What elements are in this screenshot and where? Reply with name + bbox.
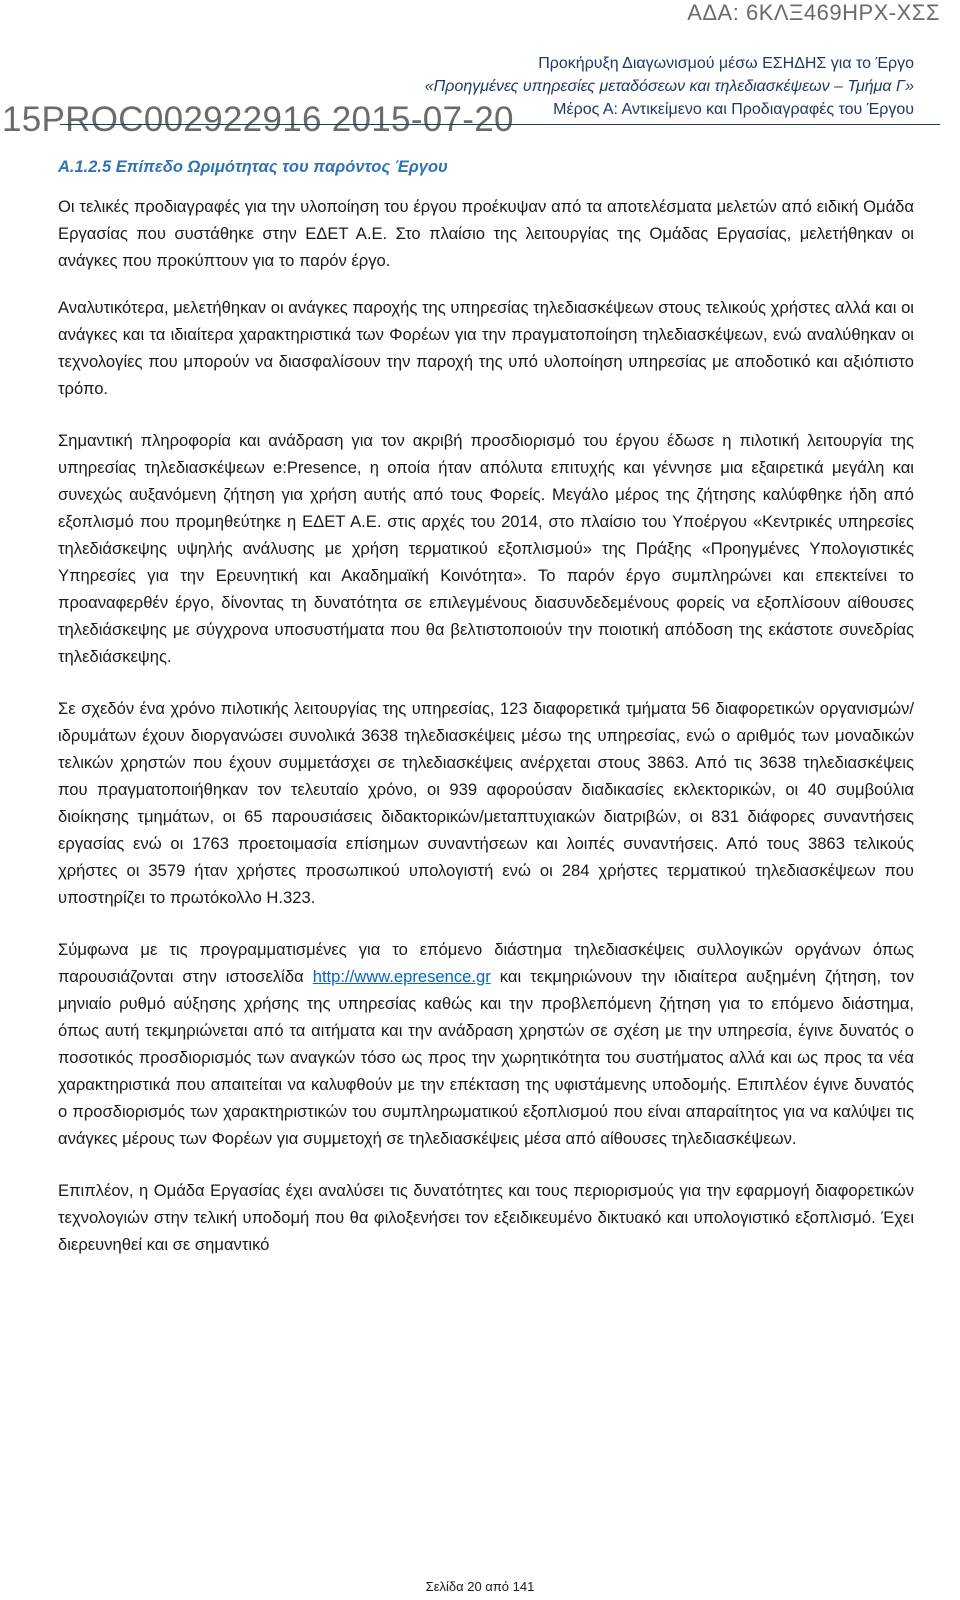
paragraph-working-group: Οι τελικές προδιαγραφές για την υλοποίηση του έργου προέκυψαν από τα αποτελέσματα μελετών από ειδική Ομάδα Εργασίας που συστάθηκε στην ΕΔΕΤ Α.Ε. Στο πλαίσιο της λειτουργίας της Ομάδας Εργασίας, μελετήθηκαν οι ανάγκες που προκύπτουν για το παρόν έργο.: [58, 197, 914, 270]
header-line-project: «Προηγμένες υπηρεσίες μεταδόσεων και τηλεδιασκέψεων – Τμήμα Γ»: [424, 78, 914, 95]
ada-stamp: ΑΔΑ: 6ΚΛΞ469ΗΡΧ-ΧΣΣ: [687, 0, 940, 25]
paragraph-needs-analysis: Αναλυτικότερα, μελετήθηκαν οι ανάγκες παροχής της υπηρεσίας τηλεδιασκέψεων στους τελικούς χρήστες αλλά και οι ανάγκες και τα ιδιαίτερα χαρακτηριστικά των Φορέων για την πραγματοποίηση τηλεδιασκέψεων, ενώ αναλύθηκαν οι τεχνολογίες που μπορούν να διασφαλίσουν την παροχή της υπό υλοποίηση υπηρεσίας με αποδοτικό και αξιόπιστο τρόπο.: [58, 298, 914, 398]
header-line-tender: Προκήρυξη Διαγωνισμού μέσω ΕΣΗΔΗΣ για το Έργο: [538, 55, 914, 72]
page-number: Σελίδα 20 από 141: [425, 1579, 535, 1594]
epresence-link[interactable]: http://www.epresence.gr: [312, 967, 491, 986]
proc-stamp: 15PROC002922916 2015-07-20: [2, 100, 514, 139]
paragraph-scheduled-conferences: [58, 936, 914, 1152]
section-title: A.1.2.5 Επίπεδο Ωριμότητας του παρόντος Έργου: [58, 158, 448, 176]
header-line-part: Μέρος Α: Αντικείμενο και Προδιαγραφές του Έργου: [553, 101, 914, 118]
document-body: [58, 193, 914, 1283]
paragraph-technologies: Επιπλέον, η Ομάδα Εργασίας έχει αναλύσει τις δυνατότητες και τους περιορισμούς για την εφαρμογή διαφορετικών τεχνολογιών στην τελική υποδομή που θα φιλοξενήσει τον εξειδικευμένο δικτυακό και υπολογιστικό εξοπλισμό. Έχει διερευνηθεί και σε σημαντικό: [58, 1181, 914, 1254]
paragraph-usage-statistics: Σε σχεδόν ένα χρόνο πιλοτικής λειτουργίας της υπηρεσίας, 123 διαφορετικά τμήματα 56 διαφορετικών οργανισμών/ιδρυμάτων έχουν διοργανώσει συνολικά 3638 τηλεδιασκέψεις μέσω της υπηρεσίας, ενώ ο αριθμός των μοναδικών τελικών χρηστών που έχουν συμμετάσχει σε τηλεδιασκέψεις ανέρχεται στους 3863. Από τις 3638 τηλεδιασκέψεις που πραγματοποιήθηκαν τον τελευταίο χρόνο, οι 939 αφορούσαν διαδικασίες εκλεκτορικών, οι 40 συμβούλια διοίκησης τμημάτων, οι 65 παρουσιάσεις διδακτορικών/μεταπτυχιακών διατριβών, οι 831 διάφορες συναντήσεις εργασίας ενώ οι 1763 προετοιμασία επίσημων συναντήσεων και λοιπές συναντήσεις. Από τους 3863 τελικούς χρήστες οι 3579 ήταν χρήστες προσωπικού υπολογιστή ενώ οι 284 χρήστες τερματικού τηλεδιασκέψεων που υποστηρίζει το πρωτόκολλο H.323.: [58, 699, 914, 907]
paragraph-text-before-link: Σύμφωνα με τις προγραμματισμένες για το επόμενο διάστημα τηλεδιασκέψεις συλλογικών οργάνων όπως παρουσιάζονται στην ιστοσελίδα: [58, 940, 914, 986]
header-divider: [60, 124, 940, 125]
paragraph-text-after-link: και τεκμηριώνουν την ιδιαίτερα αυξημένη ζήτηση, τον μηνιαίο ρυθμό αύξησης χρήσης της υπηρεσίας καθώς και την προβλεπόμενη ζήτηση για το επόμενο διάστημα, όπως αυτή τεκμηριώνεται από τα αιτήματα και την ανάδραση χρηστών σε σχέση με την υπηρεσία, έγινε δυνατός ο ποσοτικός προσδιορισμός των αναγκών τόσο ως προς την χωρητικότητα του συστήματος αλλά και ως προς τα νέα χαρακτηριστικά που απαιτείται να καλυφθούν με την επέκταση της υφιστάμενης υποδομής. Επιπλέον έγινε δυνατός ο προσδιορισμός των χαρακτηριστικών του συμπληρωματικού εξοπλισμού που είναι απαραίτητος για να καλύψει τις ανάγκες μέρους των Φορέων για συμμετοχή σε τηλεδιασκέψεις μέσα από αίθουσες τηλεδιασκέψεων.: [58, 967, 914, 1148]
paragraph-pilot-operation: Σημαντική πληροφορία και ανάδραση για τον ακριβή προσδιορισμό του έργου έδωσε η πιλοτική λειτουργία της υπηρεσίας τηλεδιασκέψεων e:Presence, η οποία ήταν απόλυτα επιτυχής και γέννησε μια εξαιρετικά μεγάλη και συνεχώς αυξανόμενη ζήτηση για χρήση αυτής από τους Φορείς. Μεγάλο μέρος της ζήτησης καλύφθηκε ήδη από εξοπλισμό που προμηθεύτηκε η ΕΔΕΤ Α.Ε. στις αρχές του 2014, στο πλαίσιο του Υποέργου «Κεντρικές υπηρεσίες τηλεδιάσκεψης υψηλής ανάλυσης με χρήση τερματικού εξοπλισμού» της Πράξης «Προηγμένες Υπολογιστικές Υπηρεσίες για την Ερευνητική και Ακαδημαϊκή Κοινότητα». Το παρόν έργο συμπληρώνει και επεκτείνει το προαναφερθέν έργο, δίνοντας τη δυνατότητα σε επιλεγμένους διασυνδεδεμένους φορείς να εξοπλίσουν αίθουσες τηλεδιάσκεψης με σύγχρονα υποσυστήματα που θα βελτιστοποιούν την ποιοτική απόδοση της εκάστοτε συνεδρίας τηλεδιάσκεψης.: [58, 431, 914, 666]
